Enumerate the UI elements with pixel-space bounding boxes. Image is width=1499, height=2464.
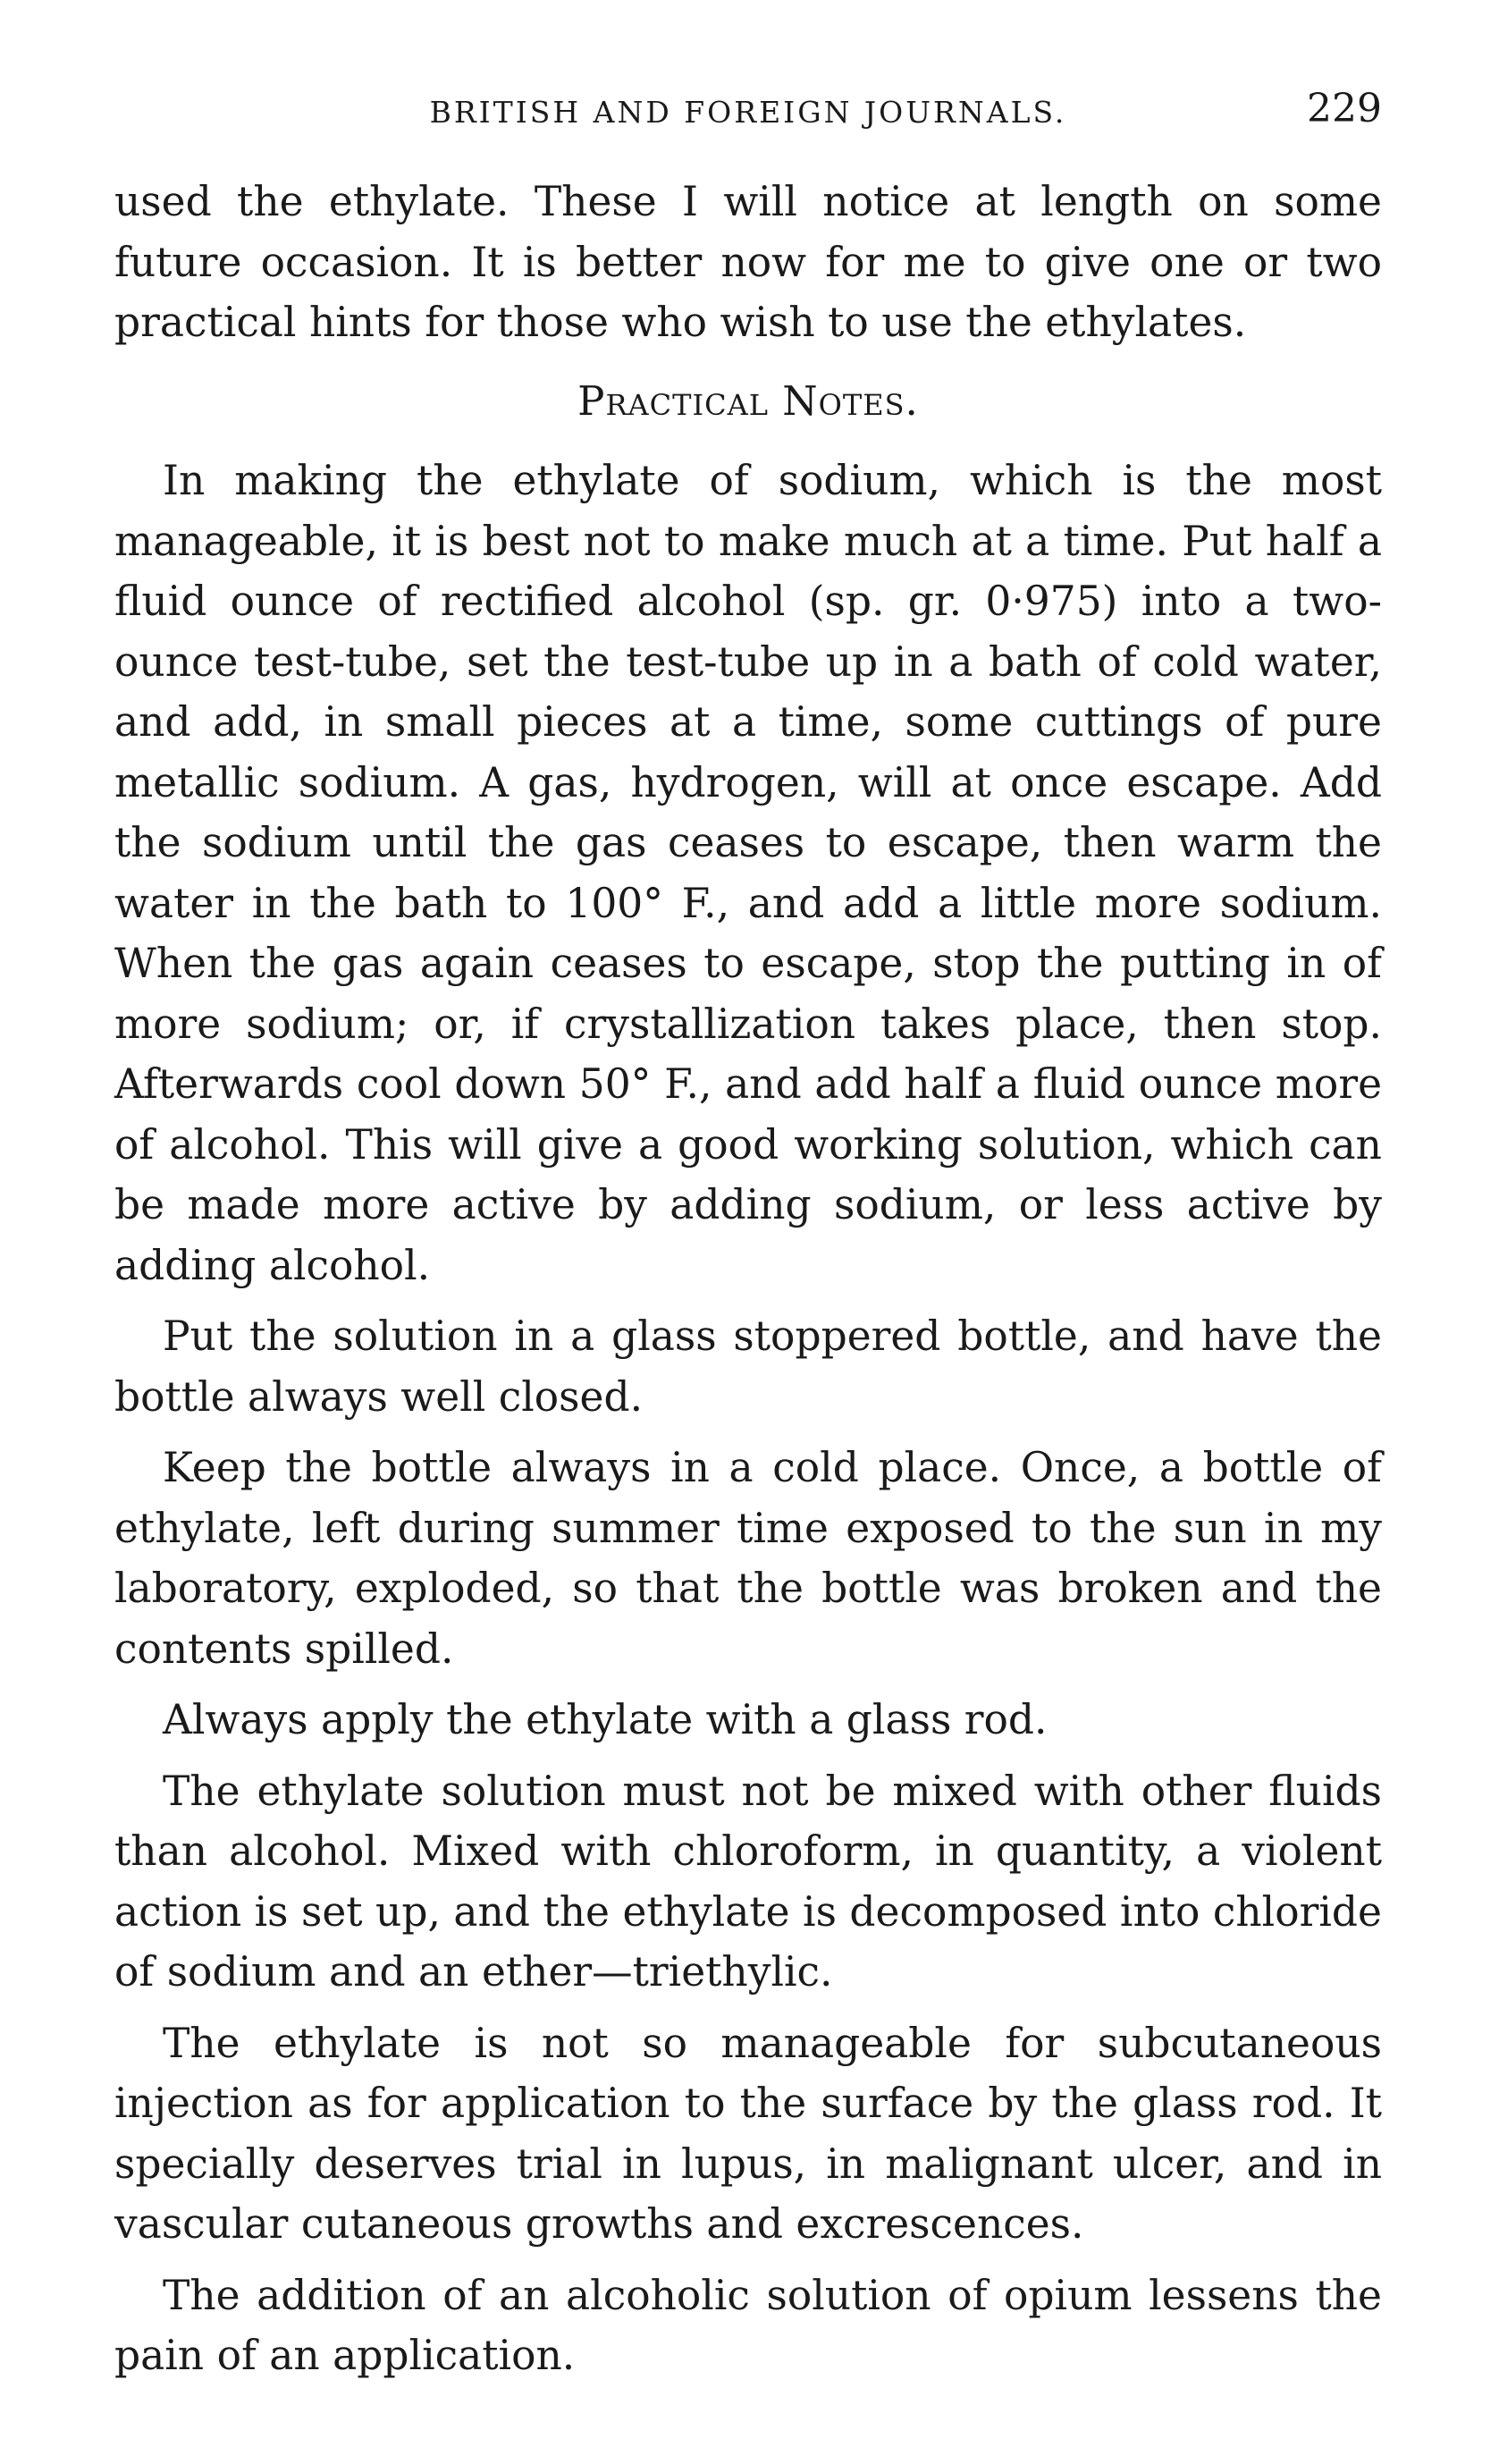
paragraph-stoppered-bottle: Put the solution in a glass stoppered bottle, and have the bottle always well closed.: [114, 1312, 1382, 1421]
paragraph-sodium-ethylate: In making the ethylate of sodium, which is the most manageable, it is best not to make much at a time. Put half a fluid ounce of rectified alcohol (sp. gr. 0·975) into a two-ounce test-tube, set the test-tube up in a bath of cold water, and add, in small pieces at a time, some cuttings of pure metallic sodium. A gas, hydrogen, will at once escape. Add the sodium until the gas ceases to escape, then warm the water in the bath to 100° F., and add a little more sodium. When the gas again ceases to escape, stop the putting in of more sodium; or, if crystallization takes place, then stop. Afterwards cool down 50° F., and add half a fluid ounce more of alcohol. This will give a good working solution, which can be made more active by adding sodium, or less active by adding alcohol.: [114, 457, 1382, 1289]
opening-paragraph: used the ethylate. These I will notice at length on some future occasion. It is better now for me to give one or two practical hints for those who wish to use the ethylates.: [114, 178, 1382, 346]
paragraph-cold-place: Keep the bottle always in a cold place. Once, a bottle of ethylate, left during summer time exposed to the sun in my laboratory, exploded, so that the bottle was broken and the contents spilled.: [114, 1444, 1382, 1673]
paragraph-subcutaneous: The ethylate is not so manageable for subcutaneous injection as for application to the surface by the glass rod. It specially deserves trial in lupus, in malignant ulcer, and in vascular cutaneous growths and excrescences.: [114, 2019, 1382, 2248]
page-number: 229: [1307, 86, 1382, 131]
book-page: [114, 82, 1382, 2386]
section-heading: Practical Notes.: [577, 376, 919, 425]
paragraph-glass-rod: Always apply the ethylate with a glass rod.: [163, 1696, 1048, 1743]
page-header: [114, 82, 1382, 136]
paragraph-opium: The addition of an alcoholic solution of opium lessens the pain of an application.: [114, 2271, 1382, 2379]
paragraph-mixing: The ethylate solution must not be mixed with other fluids than alcohol. Mixed with chloroform, in quantity, a violent action is set up, and the ethylate is decomposed into chloride of sodium and an ether—triethylic.: [114, 1767, 1382, 1996]
body-text: [114, 172, 1382, 2386]
running-head: BRITISH AND FOREIGN JOURNALS.: [429, 95, 1067, 130]
